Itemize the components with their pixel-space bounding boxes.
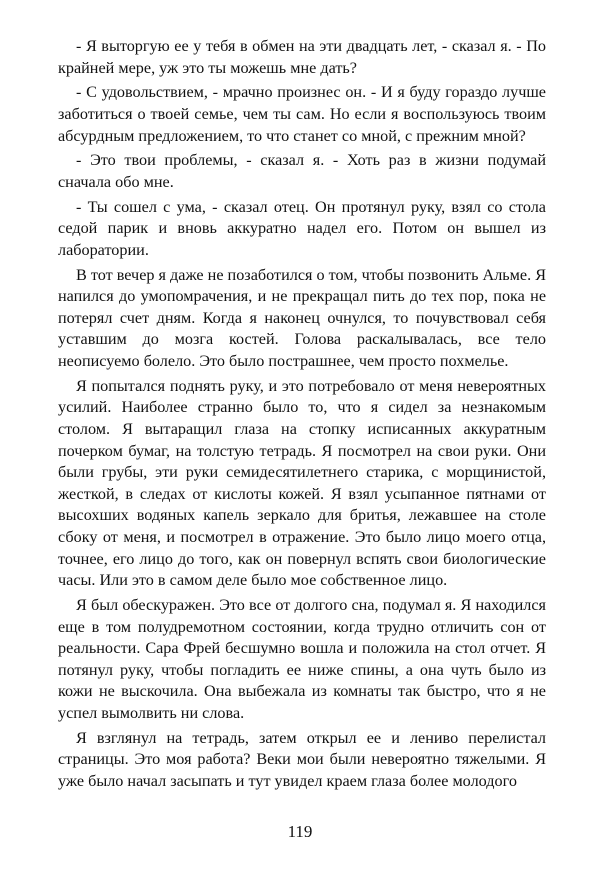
page-number: 119 xyxy=(287,822,313,841)
paragraph-4: - Ты сошел с ума, - сказал отец. Он протянул руку, взял со стола седой парик и вновь аккуратно надел его. Потом он вышел из лаборатории. xyxy=(58,197,546,259)
paragraph-7: Я был обескуражен. Это все от долгого сна, подумал я. Я находился еще в том полудремотном состоянии, когда трудно отличить сон от реальности. Сара Фрей бесшумно вошла и положила на стол отчет. Я потянул руку, чтобы погладить ее ниже спины, а она чуть было из кожи не выскочила. Она выбежала из комнаты так быстро, что я не успел вымолвить ни слова. xyxy=(58,595,546,722)
paragraph-5: В тот вечер я даже не позаботился о том, чтобы позвонить Альме. Я напился до умопомрачения, и не прекращал пить до тех пор, пока не потерял счет дням. Когда я наконец очнулся, то почувствовал себя уставшим до мозга костей. Голова раскалывалась, все тело неописуемо болело. Это было пострашнее, чем просто похмелье. xyxy=(58,265,546,371)
book-page-text xyxy=(58,36,546,796)
paragraph-8: Я взглянул на тетрадь, затем открыл ее и лениво перелистал страницы. Это моя работа? Веки мои были невероятно тяжелыми. Я уже было начал засыпать и тут увидел краем глаза более молодого xyxy=(58,728,546,790)
paragraph-3: - Это твои проблемы, - сказал я. - Хоть раз в жизни подумай сначала обо мне. xyxy=(58,151,546,191)
paragraph-1: - Я выторгую ее у тебя в обмен на эти двадцать лет, - сказал я. - По крайней мере, уж это ты можешь мне дать? xyxy=(58,37,546,77)
paragraph-2: - С удовольствием, - мрачно произнес он. - И я буду гораздо лучше заботиться о твоей семье, чем ты сам. Но если я воспользуюсь твоим абсурдным предложением, то что станет со мной, с прежним мной? xyxy=(58,83,546,145)
paragraph-6: Я попытался поднять руку, и это потребовало от меня невероятных усилий. Наиболее странно было то, что я сидел за незнакомым столом. Я вытаращил глаза на стопку исписанных аккуратным почерком бумаг, на толстую тетрадь. Я посмотрел на свои руки. Они были грубы, эти руки семидесятилетнего старика, с морщинистой, жесткой, в следах от кислоты кожей. Я взял усыпанное пятнами от высохших водяных капель зеркало для бритья, лежавшее на столе сбоку от меня, и посмотрел в отражение. Это было лицо моего отца, точнее, его лицо до того, как он повернул вспять свои биологические часы. Или это в самом деле было мое собственное лицо. xyxy=(58,376,546,590)
